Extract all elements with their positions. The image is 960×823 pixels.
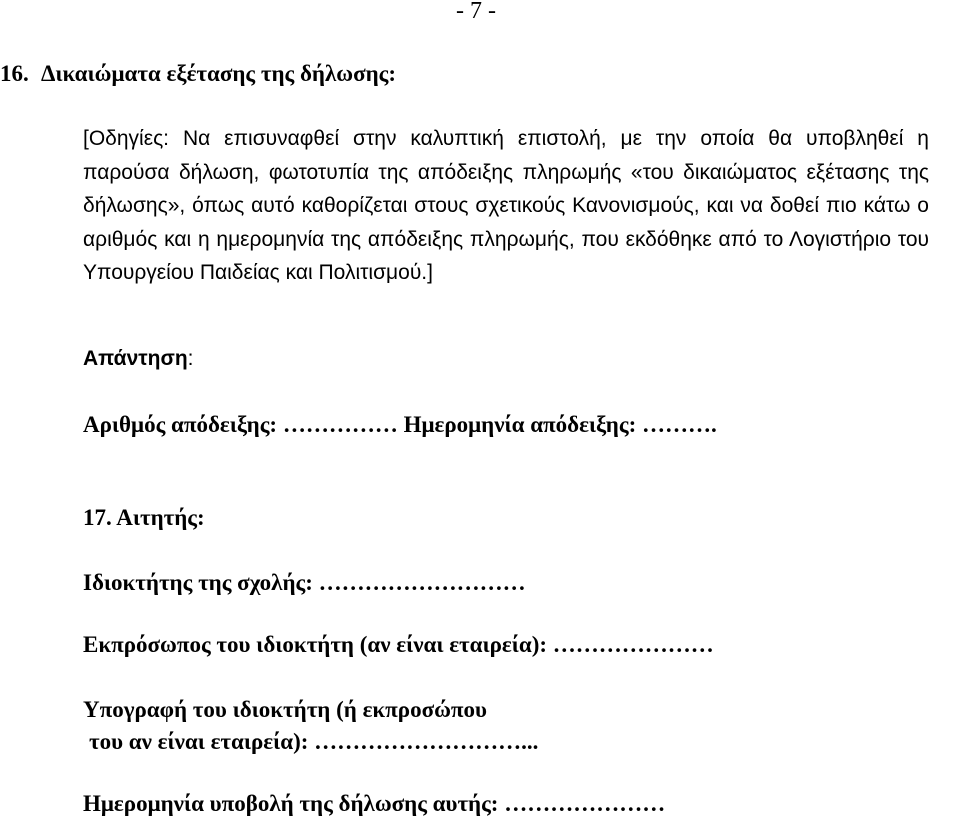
receipt-line: [83, 412, 717, 438]
receipt-number-label: Αριθμός απόδειξης:: [83, 412, 278, 437]
answer-label-text: Απάντηση: [83, 347, 188, 370]
section-16-number: 16.: [0, 61, 29, 86]
submission-date-field[interactable]: …………………: [504, 791, 666, 816]
owner-label: Ιδιοκτήτης της σχολής:: [83, 570, 313, 595]
answer-label-colon: :: [187, 347, 194, 370]
signature-line: [89, 729, 538, 755]
section-16-title: Δικαιώματα εξέτασης της δήλωσης:: [41, 61, 397, 86]
signature-field[interactable]: ………………………...: [314, 729, 539, 754]
submission-date-label: Ημερομηνία υποβολή της δήλωσης αυτής:: [83, 791, 499, 816]
answer-label: [83, 347, 194, 371]
section-17-heading: 17. Αιτητής:: [83, 505, 205, 530]
signature-label-line2: του αν είναι εταιρεία):: [89, 729, 309, 754]
owner-field[interactable]: ………………………: [318, 570, 526, 595]
owner-line: [83, 570, 526, 596]
receipt-date-label: Ημερομηνία απόδειξης:: [403, 412, 637, 437]
receipt-number-field[interactable]: ……………: [282, 412, 398, 437]
section-16-instructions: [Οδηγίες: Να επισυναφθεί στην καλυπτική επιστολή, με την οποία θα υποβληθεί η παρούσα δήλωση, φωτοτυπία της απόδειξης πληρωμής «του δικαιώματος εξέτασης της δήλωσης», όπως αυτό καθορίζεται στους σχετικούς Κανονισμούς, και να δοθεί πιο κάτω ο αριθμός και η ημερομηνία της απόδειξης πληρωμής, που εκδόθηκε από το Λογιστήριο του Υπουργείου Παιδείας και Πολιτισμού.]: [83, 127, 929, 284]
representative-line: [83, 632, 714, 658]
page-number: - 7 -: [456, 0, 496, 24]
representative-field[interactable]: …………………: [552, 632, 714, 657]
section-16-heading: [0, 61, 396, 87]
submission-date-line: [83, 791, 665, 817]
signature-label-line1: Υπογραφή του ιδιοκτήτη (ή εκπροσώπου: [83, 697, 487, 722]
receipt-date-field[interactable]: ……….: [641, 412, 717, 437]
representative-label: Εκπρόσωπος του ιδιοκτήτη (αν είναι εταιρεία):: [83, 632, 548, 657]
